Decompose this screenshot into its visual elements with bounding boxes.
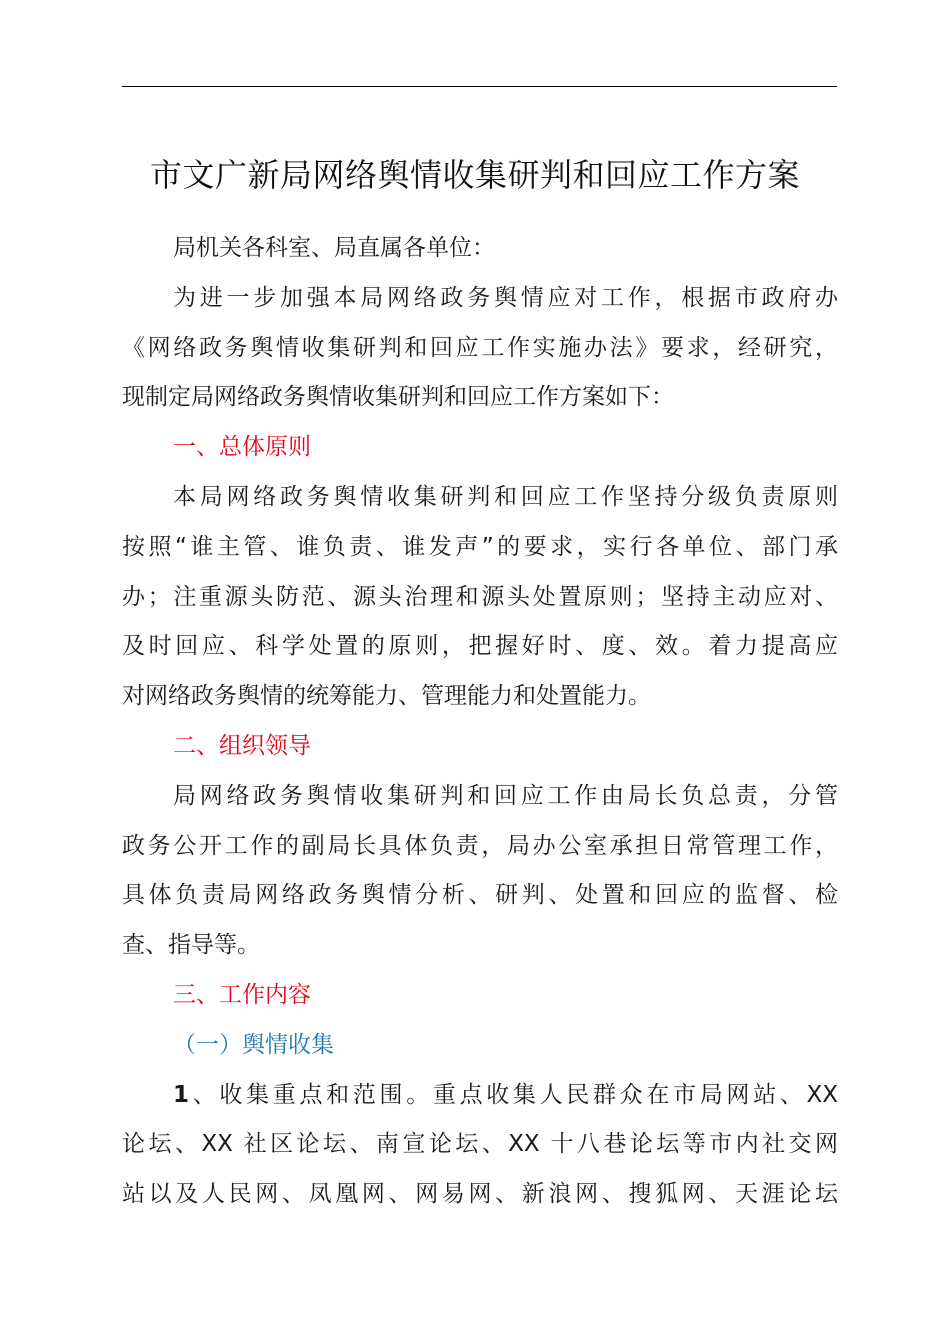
collection-line-1 <box>122 1071 838 1121</box>
item-number: 1 <box>173 1081 190 1108</box>
document-title: 市文广新局网络舆情收集研判和回应工作方案 <box>149 156 800 194</box>
intro-line-2: 《网络政务舆情收集研判和回应工作实施办法》要求，经研究， <box>122 334 838 361</box>
header-rule <box>122 86 837 87</box>
principles-line-3: 办；注重源头防范、源头治理和源头处置原则；坚持主动应对、 <box>122 583 838 610</box>
principles-line-5: 对网络政务舆情的统筹能力、管理能力和处置能力。 <box>122 683 651 710</box>
collection-line-3: 站以及人民网、凤凰网、网易网、新浪网、搜狐网、天涯论坛 <box>122 1181 838 1208</box>
section-heading-leadership: 二、组织领导 <box>173 732 311 759</box>
document-body <box>122 224 838 1220</box>
leadership-line-2: 政务公开工作的副局长具体负责，局办公室承担日常管理工作， <box>122 832 838 859</box>
collection-line-1-text: 、收集重点和范围。重点收集人民群众在市局网站、XX <box>189 1081 838 1108</box>
principles-line-1: 本局网络政务舆情收集研判和回应工作坚持分级负责原则 <box>173 483 838 510</box>
salutation: 局机关各科室、局直属各单位： <box>173 235 495 261</box>
leadership-line-4: 查、指导等。 <box>122 932 260 959</box>
intro-line-3: 现制定局网络政务舆情收集研判和回应工作方案如下： <box>122 384 674 411</box>
subsection-heading-collection: （一）舆情收集 <box>173 1031 334 1058</box>
intro-line-1: 为进一步加强本局网络政务舆情应对工作，根据市政府办 <box>173 284 838 311</box>
section-heading-principles: 一、总体原则 <box>173 434 311 461</box>
leadership-line-1: 局网络政务舆情收集研判和回应工作由局长负总责，分管 <box>173 782 838 809</box>
section-heading-work-content: 三、工作内容 <box>173 981 311 1008</box>
principles-line-2: 按照“谁主管、谁负责、谁发声”的要求，实行各单位、部门承 <box>122 533 838 560</box>
principles-line-4: 及时回应、科学处置的原则，把握好时、度、效。着力提高应 <box>122 633 838 660</box>
leadership-line-3: 具体负责局网络政务舆情分析、研判、处置和回应的监督、检 <box>122 882 838 909</box>
collection-line-2: 论坛、XX 社区论坛、南宣论坛、XX 十八巷论坛等市内社交网 <box>122 1131 838 1158</box>
